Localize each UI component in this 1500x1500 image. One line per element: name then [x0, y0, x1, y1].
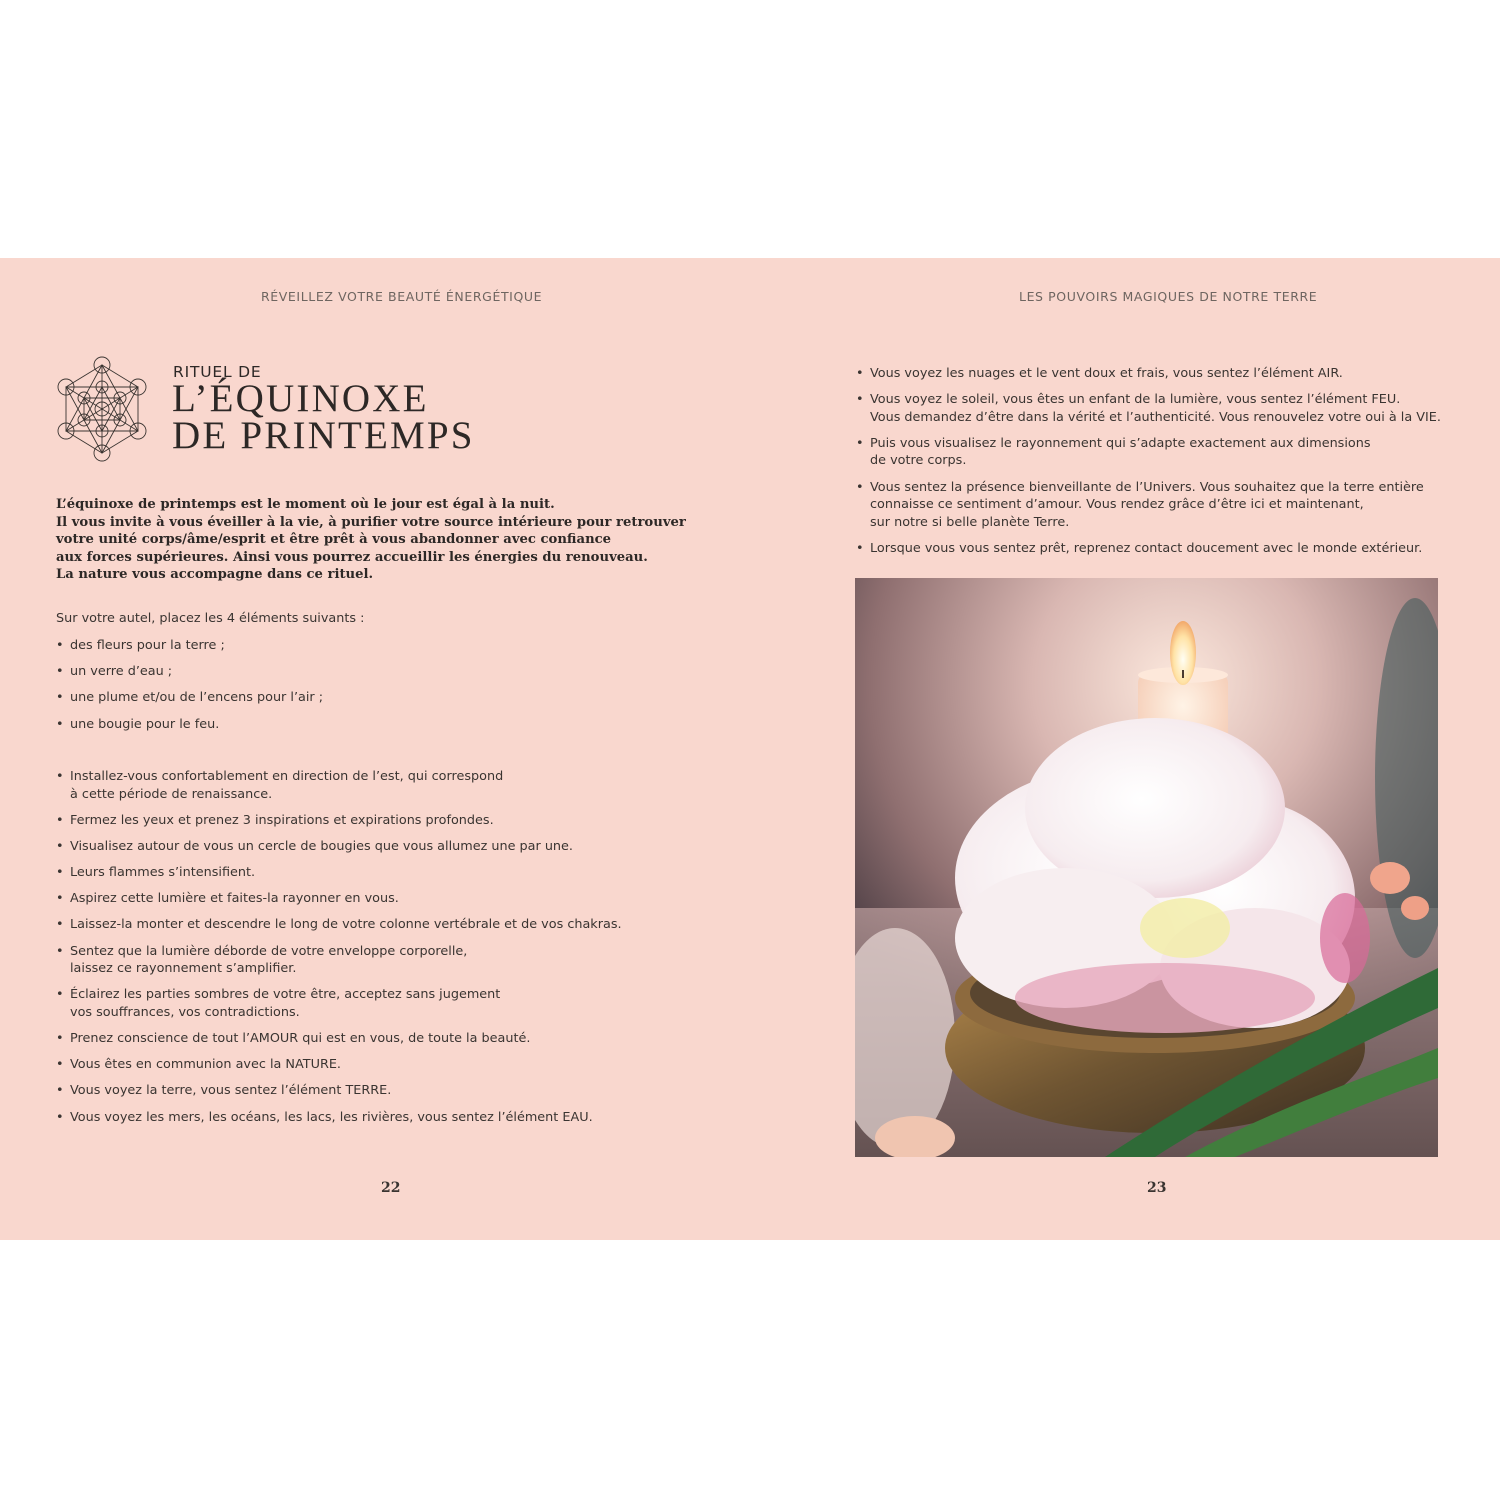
page-title [172, 377, 475, 457]
intro-line: aux forces supérieures. Ainsi vous pourrez accueillir les énergies du renouveau. [56, 549, 648, 565]
intro-line: votre unité corps/âme/esprit et être prêt à vous abandonner avec confiance [56, 532, 612, 548]
list-item: • Installez-vous confortablement en direction de l’est, qui correspond à cette période de renaissance. [56, 768, 622, 803]
list-item: • Lorsque vous vous sentez prêt, reprenez contact doucement avec le monde extérieur. [856, 540, 1441, 558]
metatron-cube-icon [55, 356, 149, 462]
left-running-head: RÉVEILLEZ VOTRE BEAUTÉ ÉNERGÉTIQUE [261, 289, 543, 304]
list-item: • Vous voyez les nuages et le vent doux et frais, vous sentez l’élément AIR. [856, 365, 1441, 383]
ritual-steps-list [56, 768, 622, 1135]
intro-line: Il vous invite à vous éveiller à la vie, à purifier votre source intérieure pour retrouver [56, 514, 686, 530]
list-item: • des fleurs pour la terre ; [56, 637, 323, 655]
list-item: • Aspirez cette lumière et faites-la rayonner en vous. [56, 890, 622, 908]
book-spread [0, 258, 1500, 1240]
ritual-steps-list-continued [856, 365, 1441, 566]
title-kicker: RITUEL DE [173, 363, 262, 381]
list-item: • Vous voyez les mers, les océans, les lacs, les rivières, vous sentez l’élément EAU. [56, 1109, 622, 1127]
list-item: • Laissez-la monter et descendre le long de votre colonne vertébrale et de vos chakras. [56, 916, 622, 934]
elements-lead: Sur votre autel, placez les 4 éléments suivants : [56, 611, 365, 626]
list-item: • Visualisez autour de vous un cercle de bougies que vous allumez une par une. [56, 838, 622, 856]
list-item: • Prenez conscience de tout l’AMOUR qui est en vous, de toute la beauté. [56, 1030, 622, 1048]
list-item: • un verre d’eau ; [56, 663, 323, 681]
list-item: • une plume et/ou de l’encens pour l’air ; [56, 689, 323, 707]
intro-paragraph [56, 496, 686, 584]
list-item: • Fermez les yeux et prenez 3 inspirations et expirations profondes. [56, 812, 622, 830]
list-item: • une bougie pour le feu. [56, 716, 323, 734]
right-running-head: LES POUVOIRS MAGIQUES DE NOTRE TERRE [1019, 289, 1318, 304]
page-number-left: 22 [381, 1180, 401, 1196]
list-item: • Éclairez les parties sombres de votre être, acceptez sans jugement vos souffrances, vos contradictions. [56, 986, 622, 1021]
list-item: • Vous sentez la présence bienveillante de l’Univers. Vous souhaitez que la terre entière connaisse ce sentiment d’amour. Vous rendez grâce d’être ici et maintenant, sur notre si belle planète Terre. [856, 479, 1441, 532]
title-line: DE PRINTEMPS [172, 414, 475, 457]
candle-and-peony-photo [855, 578, 1438, 1157]
intro-line: L’équinoxe de printemps est le moment où le jour est égal à la nuit. [56, 497, 555, 512]
elements-list [56, 637, 323, 742]
list-item: • Vous voyez la terre, vous sentez l’élément TERRE. [56, 1082, 622, 1100]
page-number-right: 23 [1147, 1180, 1167, 1196]
list-item: • Sentez que la lumière déborde de votre enveloppe corporelle, laissez ce rayonnement s’amplifier. [56, 943, 622, 978]
title-line: L’ÉQUINOXE [172, 377, 429, 420]
intro-line: La nature vous accompagne dans ce rituel. [56, 567, 374, 583]
list-item: • Leurs flammes s’intensifient. [56, 864, 622, 882]
list-item: • Vous voyez le soleil, vous êtes un enfant de la lumière, vous sentez l’élément FEU. Vous demandez d’être dans la vérité et l’authenticité. Vous renouvelez votre oui à la VIE. [856, 391, 1441, 426]
list-item: • Puis vous visualisez le rayonnement qui s’adapte exactement aux dimensions de votre corps. [856, 435, 1441, 470]
list-item: • Vous êtes en communion avec la NATURE. [56, 1056, 622, 1074]
